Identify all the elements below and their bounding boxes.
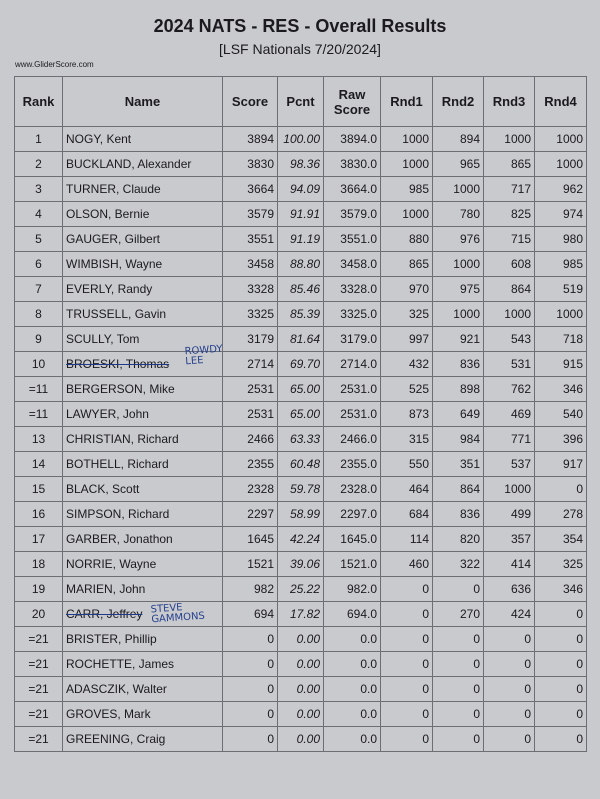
pilot-name: GAUGER, Gilbert — [66, 232, 161, 246]
raw-cell: 1645.0 — [324, 527, 381, 552]
r3-cell: 865 — [484, 152, 535, 177]
r4-cell: 354 — [535, 527, 587, 552]
pilot-name: GREENING, Craig — [66, 732, 166, 746]
r2-cell: 351 — [433, 452, 484, 477]
rank-cell: 10 — [15, 352, 63, 377]
r1-cell: 0 — [381, 652, 433, 677]
column-header-pcnt: Pcnt — [278, 77, 324, 127]
r4-cell: 0 — [535, 477, 587, 502]
r1-cell: 550 — [381, 452, 433, 477]
pilot-name: BUCKLAND, Alexander — [66, 157, 192, 171]
r1-cell: 985 — [381, 177, 433, 202]
name-cell — [63, 302, 223, 327]
r3-cell: 0 — [484, 702, 535, 727]
table-row — [15, 252, 587, 277]
raw-cell: 0.0 — [324, 727, 381, 752]
r2-cell: 864 — [433, 477, 484, 502]
r3-cell: 469 — [484, 402, 535, 427]
score-cell: 2531 — [223, 377, 278, 402]
r2-cell: 322 — [433, 552, 484, 577]
rank-cell: 2 — [15, 152, 63, 177]
raw-cell: 0.0 — [324, 677, 381, 702]
pilot-name: SIMPSON, Richard — [66, 507, 170, 521]
rank-cell: =11 — [15, 377, 63, 402]
raw-cell: 982.0 — [324, 577, 381, 602]
r2-cell: 1000 — [433, 177, 484, 202]
pcnt-cell: 0.00 — [278, 727, 324, 752]
r2-cell: 921 — [433, 327, 484, 352]
pcnt-cell: 69.70 — [278, 352, 324, 377]
r2-cell: 270 — [433, 602, 484, 627]
r4-cell: 346 — [535, 377, 587, 402]
r2-cell: 1000 — [433, 252, 484, 277]
r2-cell: 649 — [433, 402, 484, 427]
r3-cell: 414 — [484, 552, 535, 577]
pilot-name: MARIEN, John — [66, 582, 146, 596]
table-row — [15, 427, 587, 452]
name-cell — [63, 602, 223, 627]
score-cell: 3458 — [223, 252, 278, 277]
name-cell — [63, 277, 223, 302]
pilot-name: OLSON, Bernie — [66, 207, 150, 221]
table-row — [15, 702, 587, 727]
table-row — [15, 502, 587, 527]
r2-cell: 1000 — [433, 302, 484, 327]
raw-cell: 0.0 — [324, 627, 381, 652]
pcnt-cell: 85.39 — [278, 302, 324, 327]
table-row — [15, 177, 587, 202]
table-row — [15, 377, 587, 402]
pilot-name: BRISTER, Phillip — [66, 632, 157, 646]
r4-cell: 917 — [535, 452, 587, 477]
score-cell: 3664 — [223, 177, 278, 202]
r3-cell: 357 — [484, 527, 535, 552]
r1-cell: 997 — [381, 327, 433, 352]
table-row — [15, 727, 587, 752]
table-row — [15, 302, 587, 327]
r2-cell: 0 — [433, 727, 484, 752]
r1-cell: 970 — [381, 277, 433, 302]
score-cell: 3325 — [223, 302, 278, 327]
rank-cell: 19 — [15, 577, 63, 602]
table-row — [15, 202, 587, 227]
r2-cell: 965 — [433, 152, 484, 177]
column-header-rnd1: Rnd1 — [381, 77, 433, 127]
pcnt-cell: 42.24 — [278, 527, 324, 552]
r4-cell: 718 — [535, 327, 587, 352]
r1-cell: 0 — [381, 702, 433, 727]
r4-cell: 278 — [535, 502, 587, 527]
header-row — [15, 77, 587, 127]
r1-cell: 1000 — [381, 202, 433, 227]
raw-cell: 2466.0 — [324, 427, 381, 452]
r1-cell: 684 — [381, 502, 433, 527]
r2-cell: 780 — [433, 202, 484, 227]
rank-cell: 4 — [15, 202, 63, 227]
pilot-name: BROESKI, Thomas — [66, 357, 170, 371]
score-cell: 2328 — [223, 477, 278, 502]
r4-cell: 0 — [535, 652, 587, 677]
score-cell: 0 — [223, 677, 278, 702]
table-row — [15, 327, 587, 352]
r4-cell: 1000 — [535, 127, 587, 152]
pcnt-cell: 58.99 — [278, 502, 324, 527]
raw-cell: 3830.0 — [324, 152, 381, 177]
pilot-name: CHRISTIAN, Richard — [66, 432, 179, 446]
raw-cell: 3325.0 — [324, 302, 381, 327]
column-header-rnd3: Rnd3 — [484, 77, 535, 127]
results-body — [15, 127, 587, 752]
site-url: www.GliderScore.com — [15, 60, 94, 69]
table-row — [15, 602, 587, 627]
r3-cell: 0 — [484, 652, 535, 677]
r4-cell: 325 — [535, 552, 587, 577]
name-cell — [63, 252, 223, 277]
r1-cell: 865 — [381, 252, 433, 277]
r3-cell: 636 — [484, 577, 535, 602]
r4-cell: 0 — [535, 677, 587, 702]
name-cell — [63, 343, 223, 377]
rank-cell: 3 — [15, 177, 63, 202]
pcnt-cell: 63.33 — [278, 427, 324, 452]
name-cell — [63, 577, 223, 602]
raw-cell: 0.0 — [324, 652, 381, 677]
pcnt-cell: 0.00 — [278, 652, 324, 677]
r3-cell: 715 — [484, 227, 535, 252]
table-row — [15, 452, 587, 477]
raw-cell: 2531.0 — [324, 377, 381, 402]
r4-cell: 396 — [535, 427, 587, 452]
raw-cell: 3458.0 — [324, 252, 381, 277]
pcnt-cell: 59.78 — [278, 477, 324, 502]
raw-cell: 2714.0 — [324, 352, 381, 377]
name-cell — [63, 402, 223, 427]
r4-cell: 915 — [535, 352, 587, 377]
r1-cell: 0 — [381, 577, 433, 602]
table-row — [15, 652, 587, 677]
r4-cell: 962 — [535, 177, 587, 202]
r1-cell: 0 — [381, 677, 433, 702]
column-header-name: Name — [63, 77, 223, 127]
pilot-name: LAWYER, John — [66, 407, 149, 421]
r3-cell: 717 — [484, 177, 535, 202]
name-cell — [63, 677, 223, 702]
pcnt-cell: 65.00 — [278, 402, 324, 427]
score-cell: 694 — [223, 602, 278, 627]
pilot-name: ROCHETTE, James — [66, 657, 175, 671]
rank-cell: 8 — [15, 302, 63, 327]
r1-cell: 880 — [381, 227, 433, 252]
r1-cell: 0 — [381, 602, 433, 627]
handwritten-replacement-name: ROWDY LEE — [184, 343, 223, 368]
r1-cell: 1000 — [381, 152, 433, 177]
name-cell — [63, 502, 223, 527]
pcnt-cell: 17.82 — [278, 602, 324, 627]
r3-cell: 771 — [484, 427, 535, 452]
r2-cell: 0 — [433, 702, 484, 727]
r3-cell: 825 — [484, 202, 535, 227]
r3-cell: 864 — [484, 277, 535, 302]
score-cell: 2714 — [223, 352, 278, 377]
r2-cell: 976 — [433, 227, 484, 252]
r3-cell: 531 — [484, 352, 535, 377]
column-header-raw-score: Raw Score — [324, 77, 381, 127]
table-row — [15, 527, 587, 552]
score-cell: 0 — [223, 652, 278, 677]
r1-cell: 873 — [381, 402, 433, 427]
r2-cell: 984 — [433, 427, 484, 452]
score-cell: 3551 — [223, 227, 278, 252]
r1-cell: 460 — [381, 552, 433, 577]
score-cell: 3328 — [223, 277, 278, 302]
table-row — [15, 627, 587, 652]
r3-cell: 537 — [484, 452, 535, 477]
r2-cell: 0 — [433, 652, 484, 677]
name-cell — [63, 652, 223, 677]
rank-cell: 17 — [15, 527, 63, 552]
r3-cell: 1000 — [484, 477, 535, 502]
r3-cell: 424 — [484, 602, 535, 627]
r1-cell: 114 — [381, 527, 433, 552]
r4-cell: 1000 — [535, 302, 587, 327]
table-row — [15, 402, 587, 427]
pilot-name: ADASCZIK, Walter — [66, 682, 167, 696]
r4-cell: 985 — [535, 252, 587, 277]
score-cell: 0 — [223, 727, 278, 752]
pcnt-cell: 65.00 — [278, 377, 324, 402]
rank-cell: =21 — [15, 702, 63, 727]
rank-cell: 16 — [15, 502, 63, 527]
pcnt-cell: 91.19 — [278, 227, 324, 252]
rank-cell: 5 — [15, 227, 63, 252]
raw-cell: 3551.0 — [324, 227, 381, 252]
rank-cell: =21 — [15, 627, 63, 652]
pilot-name: BOTHELL, Richard — [66, 457, 169, 471]
r4-cell: 0 — [535, 627, 587, 652]
table-row — [15, 477, 587, 502]
raw-cell: 2531.0 — [324, 402, 381, 427]
pcnt-cell: 39.06 — [278, 552, 324, 577]
rank-cell: 9 — [15, 327, 63, 352]
rank-cell: =11 — [15, 402, 63, 427]
name-cell — [63, 227, 223, 252]
pilot-name: NORRIE, Wayne — [66, 557, 157, 571]
column-header-rnd4: Rnd4 — [535, 77, 587, 127]
column-header-rnd2: Rnd2 — [433, 77, 484, 127]
raw-cell: 3328.0 — [324, 277, 381, 302]
r2-cell: 894 — [433, 127, 484, 152]
r2-cell: 0 — [433, 627, 484, 652]
pcnt-cell: 25.22 — [278, 577, 324, 602]
name-cell — [63, 377, 223, 402]
r3-cell: 762 — [484, 377, 535, 402]
pcnt-cell: 60.48 — [278, 452, 324, 477]
pilot-name: TURNER, Claude — [66, 182, 161, 196]
column-header-rank: Rank — [15, 77, 63, 127]
r3-cell: 1000 — [484, 127, 535, 152]
rank-cell: 1 — [15, 127, 63, 152]
rank-cell: 7 — [15, 277, 63, 302]
r4-cell: 0 — [535, 702, 587, 727]
r1-cell: 1000 — [381, 127, 433, 152]
raw-cell: 2355.0 — [324, 452, 381, 477]
raw-cell: 3579.0 — [324, 202, 381, 227]
table-row — [15, 152, 587, 177]
score-cell: 1645 — [223, 527, 278, 552]
score-cell: 3830 — [223, 152, 278, 177]
page-title: 2024 NATS - RES - Overall Results — [153, 16, 447, 36]
table-row — [15, 677, 587, 702]
r2-cell: 836 — [433, 502, 484, 527]
name-cell — [63, 552, 223, 577]
score-cell: 3179 — [223, 327, 278, 352]
rank-cell: =21 — [15, 727, 63, 752]
pilot-name: GARBER, Jonathon — [66, 532, 173, 546]
r3-cell: 0 — [484, 627, 535, 652]
rank-cell: =21 — [15, 652, 63, 677]
r1-cell: 0 — [381, 727, 433, 752]
pcnt-cell: 0.00 — [278, 677, 324, 702]
pcnt-cell: 0.00 — [278, 627, 324, 652]
rank-cell: 14 — [15, 452, 63, 477]
raw-cell: 1521.0 — [324, 552, 381, 577]
page-subtitle: [LSF Nationals 7/20/2024] — [219, 41, 381, 57]
r1-cell: 315 — [381, 427, 433, 452]
rank-cell: 20 — [15, 602, 63, 627]
r4-cell: 1000 — [535, 152, 587, 177]
name-cell — [63, 177, 223, 202]
score-cell: 2355 — [223, 452, 278, 477]
table-row — [15, 277, 587, 302]
rank-cell: 18 — [15, 552, 63, 577]
r4-cell: 519 — [535, 277, 587, 302]
name-cell — [63, 427, 223, 452]
table-row — [15, 227, 587, 252]
name-cell — [63, 127, 223, 152]
r1-cell: 325 — [381, 302, 433, 327]
name-cell — [63, 702, 223, 727]
r3-cell: 543 — [484, 327, 535, 352]
pilot-name: TRUSSELL, Gavin — [66, 307, 167, 321]
raw-cell: 3894.0 — [324, 127, 381, 152]
r2-cell: 0 — [433, 577, 484, 602]
pcnt-cell: 81.64 — [278, 327, 324, 352]
pilot-name: CARR, Jeffrey — [66, 607, 143, 621]
pcnt-cell: 98.36 — [278, 152, 324, 177]
handwritten-replacement-name: STEVE GAMMONS — [150, 602, 206, 626]
name-cell — [63, 477, 223, 502]
name-cell — [63, 202, 223, 227]
results-table — [14, 76, 587, 752]
pilot-name: BERGERSON, Mike — [66, 382, 175, 396]
score-cell: 0 — [223, 627, 278, 652]
pcnt-cell: 100.00 — [278, 127, 324, 152]
rank-cell: 6 — [15, 252, 63, 277]
r1-cell: 0 — [381, 627, 433, 652]
name-cell — [63, 627, 223, 652]
score-cell: 3579 — [223, 202, 278, 227]
pcnt-cell: 94.09 — [278, 177, 324, 202]
r4-cell: 0 — [535, 727, 587, 752]
r2-cell: 975 — [433, 277, 484, 302]
raw-cell: 694.0 — [324, 602, 381, 627]
r2-cell: 898 — [433, 377, 484, 402]
table-row — [15, 577, 587, 602]
raw-cell: 2297.0 — [324, 502, 381, 527]
r1-cell: 432 — [381, 352, 433, 377]
column-header-score: Score — [223, 77, 278, 127]
r2-cell: 820 — [433, 527, 484, 552]
r3-cell: 0 — [484, 727, 535, 752]
pilot-name: EVERLY, Randy — [66, 282, 153, 296]
score-cell: 2531 — [223, 402, 278, 427]
r3-cell: 0 — [484, 677, 535, 702]
r1-cell: 464 — [381, 477, 433, 502]
r4-cell: 980 — [535, 227, 587, 252]
pcnt-cell: 0.00 — [278, 702, 324, 727]
pcnt-cell: 88.80 — [278, 252, 324, 277]
pilot-name: BLACK, Scott — [66, 482, 140, 496]
r1-cell: 525 — [381, 377, 433, 402]
pilot-name: NOGY, Kent — [66, 132, 132, 146]
score-cell: 2297 — [223, 502, 278, 527]
raw-cell: 2328.0 — [324, 477, 381, 502]
r4-cell: 346 — [535, 577, 587, 602]
r4-cell: 0 — [535, 602, 587, 627]
score-cell: 982 — [223, 577, 278, 602]
name-cell — [63, 152, 223, 177]
rank-cell: 15 — [15, 477, 63, 502]
r3-cell: 1000 — [484, 302, 535, 327]
table-row — [15, 127, 587, 152]
name-cell — [63, 452, 223, 477]
pilot-name: SCULLY, Tom — [66, 332, 140, 346]
r2-cell: 0 — [433, 677, 484, 702]
pilot-name: WIMBISH, Wayne — [66, 257, 163, 271]
r4-cell: 540 — [535, 402, 587, 427]
rank-cell: =21 — [15, 677, 63, 702]
table-row — [15, 552, 587, 577]
pilot-name: GROVES, Mark — [66, 707, 151, 721]
raw-cell: 3664.0 — [324, 177, 381, 202]
raw-cell: 0.0 — [324, 702, 381, 727]
raw-cell: 3179.0 — [324, 327, 381, 352]
r2-cell: 836 — [433, 352, 484, 377]
score-cell: 0 — [223, 702, 278, 727]
name-cell — [63, 727, 223, 752]
score-cell: 1521 — [223, 552, 278, 577]
r4-cell: 974 — [535, 202, 587, 227]
score-cell: 3894 — [223, 127, 278, 152]
table-row — [15, 352, 587, 377]
name-cell — [63, 527, 223, 552]
score-cell: 2466 — [223, 427, 278, 452]
r3-cell: 499 — [484, 502, 535, 527]
pcnt-cell: 85.46 — [278, 277, 324, 302]
pcnt-cell: 91.91 — [278, 202, 324, 227]
r3-cell: 608 — [484, 252, 535, 277]
rank-cell: 13 — [15, 427, 63, 452]
